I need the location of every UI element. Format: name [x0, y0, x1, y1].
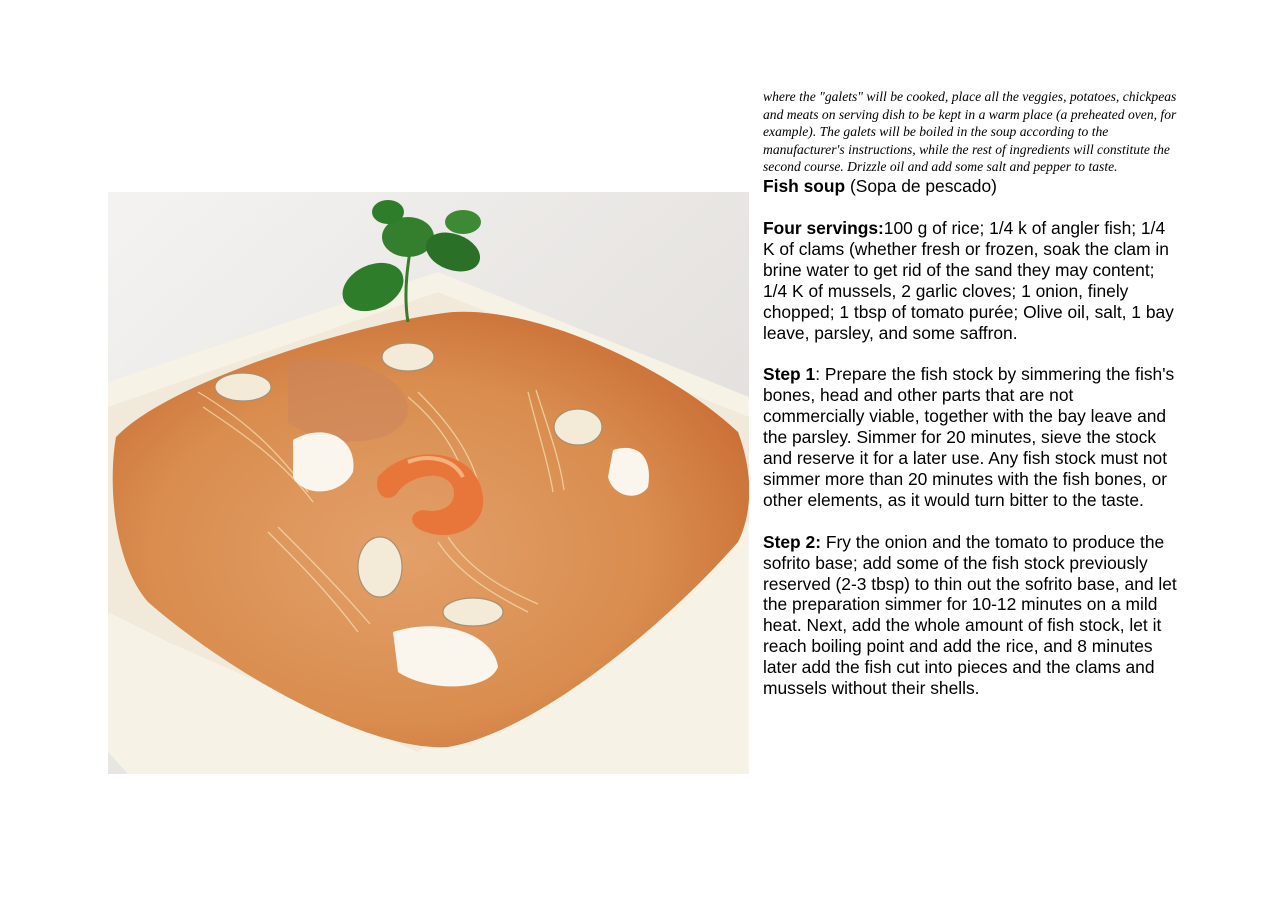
- fish-soup-photo: [108, 192, 749, 774]
- step-1-paragraph: [763, 364, 1178, 510]
- recipe-title-label: Fish soup: [763, 175, 846, 196]
- recipe-title: [763, 176, 1178, 197]
- step-1-text: : Prepare the fish stock by simmering the fish's bones, head and other parts that are not commercially viable, together with the bay leave and the parsley. Simmer for 20 minutes, sieve the stock and reserve it for a later use. Any fish stock must not simmer more than 20 minutes with the fish bones, or other elements, as it would turn bitter to the taste.: [763, 364, 1175, 510]
- step-2-paragraph: [763, 532, 1178, 699]
- servings-paragraph: [763, 218, 1178, 343]
- intro-text: where the "galets" will be cooked, place all the veggies, potatoes, chickpeas and meats on serving dish to be kept in a warm place (a preheated oven, for example). The galets will be boiled in the soup according to the manufacturer's instructions, while the rest of ingredients will constitute the second course. Drizzle oil and add some salt and pepper to taste.: [763, 89, 1177, 175]
- servings-text: 100 g of rice; 1/4 k of angler fish; 1/4 K of clams (whether fresh or frozen, soak the clam in brine water to get rid of the sand they may content; 1/4 K of mussels, 2 garlic cloves; 1 onion, finely chopped; 1 tbsp of tomato purée; Olive oil, salt, 1 bay leave, parsley, and some saffron.: [763, 217, 1174, 343]
- step-2-label: Step 2:: [763, 531, 821, 552]
- step-2-text: Fry the onion and the tomato to produce the sofrito base; add some of the fish stock previously reserved (2-3 tbsp) to thin out the sofrito base, and let the preparation simmer for 10-12 minutes on a mild heat. Next, add the whole amount of fish stock, let it reach boiling point and add the rice, and 8 minutes later add the fish cut into pieces and the clams and mussels without their shells.: [763, 531, 1177, 699]
- recipe-text-column: [763, 88, 1178, 720]
- recipe-subtitle: (Sopa de pescado): [845, 175, 997, 196]
- step-1-label: Step 1: [763, 364, 816, 385]
- fish-soup-illustration: [108, 192, 749, 774]
- servings-label: Four servings:: [763, 217, 884, 238]
